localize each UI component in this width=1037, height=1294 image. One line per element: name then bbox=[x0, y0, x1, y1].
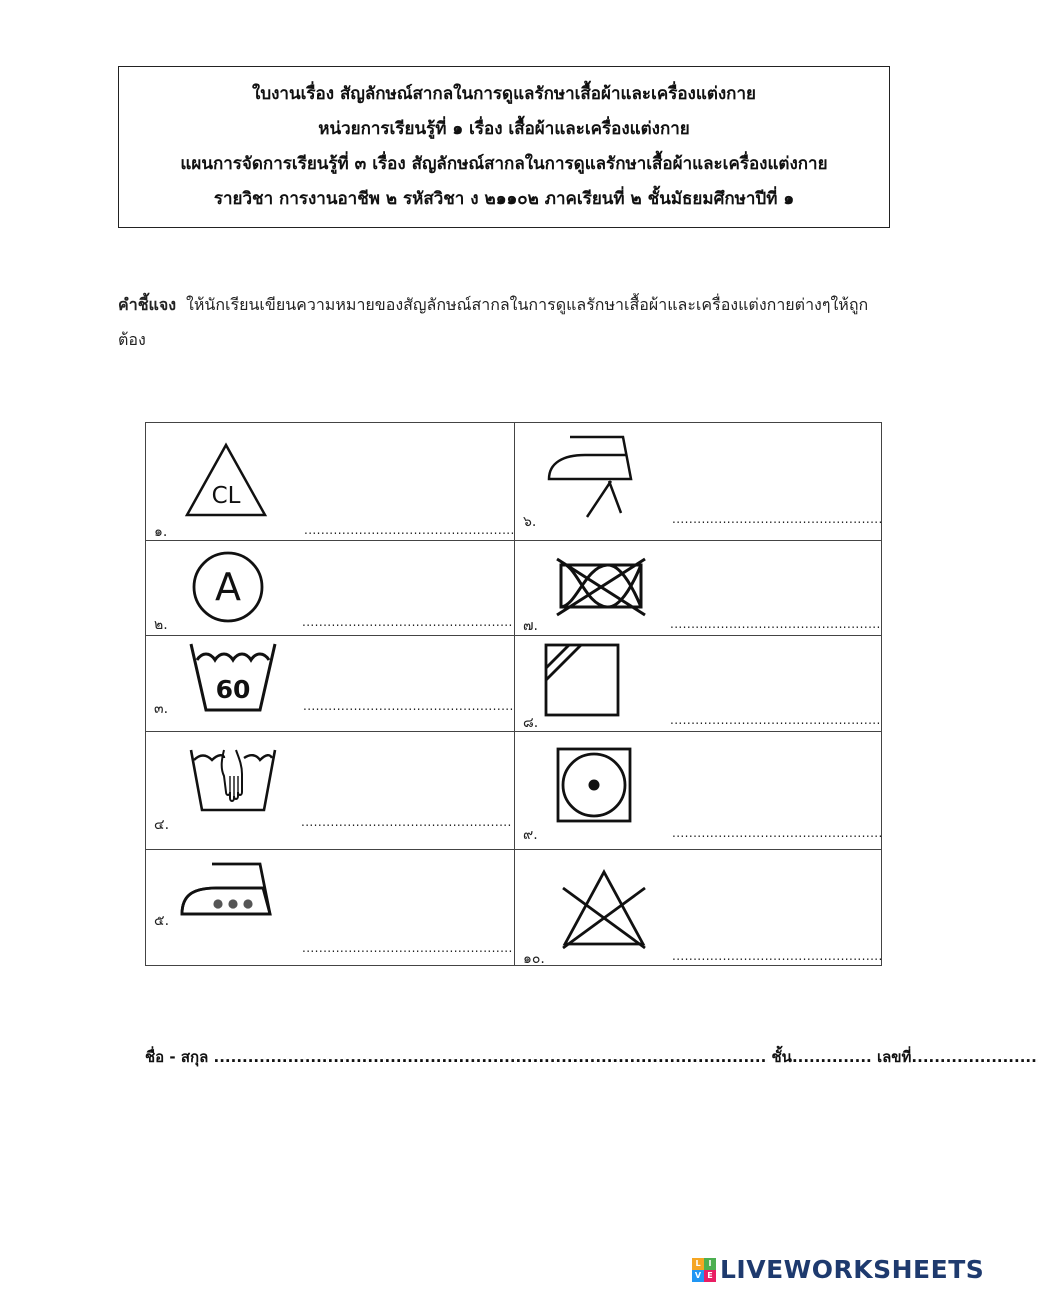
answer-line-7[interactable]: .................................................. bbox=[670, 617, 881, 631]
number-label: เลขที่ bbox=[876, 1048, 912, 1066]
header-box bbox=[118, 66, 890, 228]
item-10-cell bbox=[515, 850, 882, 966]
wash-60-icon bbox=[188, 640, 278, 714]
answer-line-2[interactable]: .................................................. bbox=[302, 615, 513, 629]
answer-line-10[interactable]: .................................................. bbox=[672, 949, 883, 963]
answer-line-6[interactable]: .................................................. bbox=[672, 512, 883, 526]
item-number: ๕. bbox=[154, 913, 170, 929]
svg-text:CL: CL bbox=[211, 483, 241, 509]
item-9-cell bbox=[515, 732, 882, 849]
liveworksheets-logo bbox=[692, 1255, 984, 1284]
unit-line: หน่วยการเรียนรู้ที่ ๑ เรื่อง เสื้อผ้าและเครื่องแต่งกาย bbox=[318, 119, 690, 139]
item-8-cell bbox=[515, 636, 882, 731]
answer-line-4[interactable]: .................................................. bbox=[301, 815, 512, 829]
svg-text:60: 60 bbox=[215, 675, 251, 704]
item-number: ๓. bbox=[154, 701, 169, 717]
item-6-cell bbox=[515, 423, 882, 540]
do-not-wring-icon bbox=[553, 557, 649, 617]
instructions-label: คำชี้แจง bbox=[118, 295, 177, 314]
dry-in-shade-icon bbox=[543, 642, 621, 718]
instructions-text: ให้นักเรียนเขียนความหมายของสัญลักษณ์สากลในการดูแลรักษาเสื้อผ้าและเครื่องแต่งกายต่างๆให้ถูกต้อง bbox=[118, 295, 869, 349]
answer-line-1[interactable]: .................................................. bbox=[304, 523, 515, 537]
name-label: ชื่อ - สกุล bbox=[145, 1048, 209, 1066]
item-number: ๒. bbox=[154, 617, 168, 633]
course-line: รายวิชา การงานอาชีพ ๒ รหัสวิชา ง ๒๑๑๐๒ ภาคเรียนที่ ๒ ชั้นมัธยมศึกษาปีที่ ๑ bbox=[213, 189, 795, 209]
item-number: ๑. bbox=[154, 524, 168, 540]
item-number: ๔. bbox=[154, 817, 170, 833]
worksheet-title: ใบงานเรื่อง สัญลักษณ์สากลในการดูแลรักษาเสื้อผ้าและเครื่องแต่งกาย bbox=[252, 84, 756, 104]
svg-text:A: A bbox=[215, 565, 241, 609]
student-info bbox=[145, 1045, 1037, 1069]
item-4-cell bbox=[146, 732, 514, 849]
answer-line-9[interactable]: .................................................. bbox=[672, 826, 883, 840]
item-2-cell bbox=[146, 541, 514, 635]
answer-line-3[interactable]: .................................................. bbox=[303, 699, 514, 713]
class-label: ชั้น bbox=[771, 1048, 792, 1066]
lesson-plan-line: แผนการจัดการเรียนรู้ที่ ๓ เรื่อง สัญลักษณ์สากลในการดูแลรักษาเสื้อผ้าและเครื่องแต่งกาย bbox=[180, 154, 828, 174]
name-field[interactable]: ................................................................................................. bbox=[213, 1048, 767, 1066]
item-number: ๘. bbox=[523, 715, 539, 731]
chlorine-bleach-icon bbox=[184, 441, 268, 519]
answer-line-5[interactable]: .................................................. bbox=[302, 941, 513, 955]
item-7-cell bbox=[515, 541, 882, 635]
item-number: ๗. bbox=[523, 618, 538, 634]
dry-clean-a-icon bbox=[190, 549, 266, 625]
class-field[interactable]: .............. bbox=[791, 1048, 872, 1066]
item-number: ๙. bbox=[523, 827, 538, 843]
hand-wash-icon bbox=[188, 746, 278, 814]
do-not-bleach-icon bbox=[559, 868, 649, 950]
logo-icon: L I V E bbox=[692, 1258, 716, 1282]
item-number: ๑๐. bbox=[523, 951, 545, 967]
symbols-table bbox=[145, 422, 882, 966]
number-field[interactable]: ...................... bbox=[911, 1048, 1037, 1066]
iron-cross-icon bbox=[545, 433, 645, 519]
answer-line-8[interactable]: .................................................. bbox=[670, 713, 881, 727]
iron-high-heat-icon bbox=[176, 860, 274, 920]
item-5-cell bbox=[146, 850, 514, 966]
item-number: ๖. bbox=[523, 514, 537, 530]
tumble-dry-low-icon bbox=[555, 746, 633, 824]
instructions bbox=[118, 287, 888, 357]
item-1-cell bbox=[146, 423, 514, 540]
item-3-cell bbox=[146, 636, 514, 731]
logo-text: LIVEWORKSHEETS bbox=[720, 1255, 985, 1284]
